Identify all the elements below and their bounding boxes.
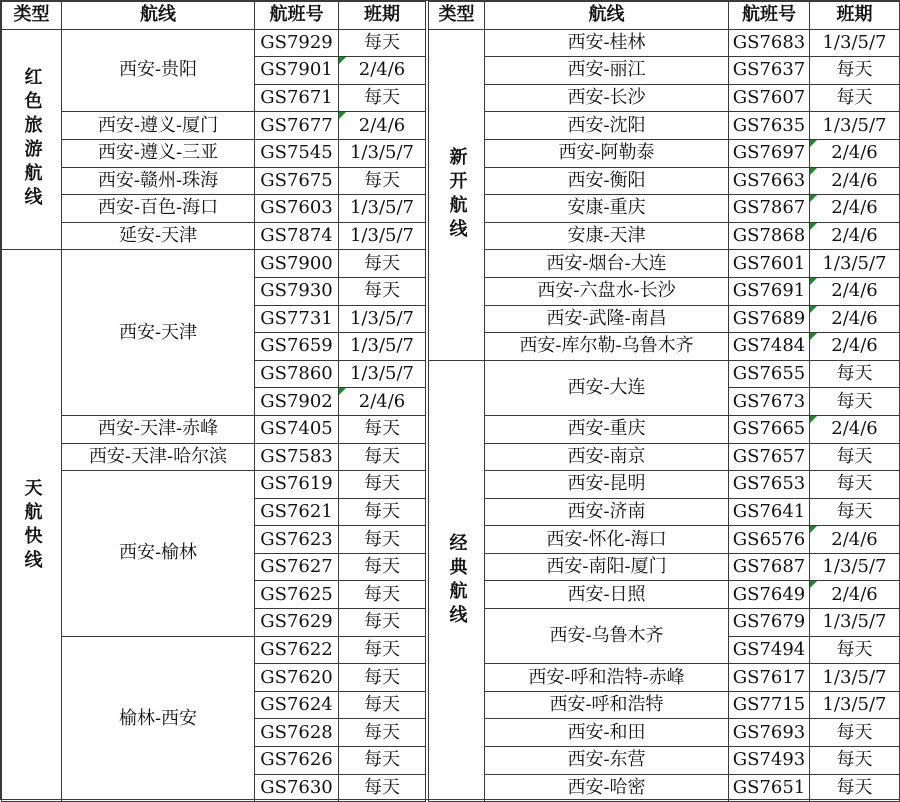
flight-number-cell: GS7683 (729, 29, 810, 57)
route-cell: 西安-怀化-海口 (485, 526, 729, 554)
route-cell: 西安-衡阳 (485, 167, 729, 195)
route-cell: 西安-东营 (485, 747, 729, 775)
flight-number-cell: GS7635 (729, 112, 810, 140)
flight-number-cell: GS7697 (729, 139, 810, 167)
route-cell: 西安-呼和浩特-赤峰 (485, 664, 729, 692)
route-cell: 西安-桂林 (485, 29, 729, 57)
route-cell: 西安-济南 (485, 498, 729, 526)
schedule-cell: 1/3/5/7 (810, 553, 900, 581)
route-cell: 西安-赣州-珠海 (62, 167, 255, 195)
table-row (2, 167, 426, 195)
schedule-cell: 每天 (810, 719, 900, 747)
schedule-cell: 1/3/5/7 (810, 691, 900, 719)
left-table-body (2, 29, 426, 802)
table-row (429, 333, 900, 361)
route-cell: 西安-沈阳 (485, 112, 729, 140)
flight-number-cell: GS7624 (255, 691, 339, 719)
schedule-cell: 1/3/5/7 (810, 250, 900, 278)
schedule-cell: 每天 (339, 636, 426, 664)
table-row (429, 664, 900, 692)
table-row (429, 84, 900, 112)
schedule-cell: 每天 (339, 29, 426, 57)
schedule-cell: 1/3/5/7 (810, 29, 900, 57)
header-flight: 航班号 (729, 2, 810, 30)
schedule-cell: 每天 (339, 609, 426, 637)
flight-number-cell: GS7663 (729, 167, 810, 195)
header-route: 航线 (62, 2, 255, 30)
flight-number-cell: GS7868 (729, 222, 810, 250)
flight-number-cell: GS7665 (729, 415, 810, 443)
flight-number-cell: GS7494 (729, 636, 810, 664)
table-row (429, 526, 900, 554)
route-cell: 西安-丽江 (485, 57, 729, 85)
schedule-cell: 每天 (339, 774, 426, 802)
route-cell: 西安-和田 (485, 719, 729, 747)
route-cell: 西安-哈密 (485, 774, 729, 802)
table-row (2, 250, 426, 278)
route-cell: 西安-南阳-厦门 (485, 553, 729, 581)
route-cell: 西安-烟台-大连 (485, 250, 729, 278)
route-cell: 西安-榆林 (62, 471, 255, 637)
flight-number-cell: GS7693 (729, 719, 810, 747)
table-row (429, 222, 900, 250)
schedule-cell: 每天 (339, 167, 426, 195)
flight-number-cell: GS7930 (255, 277, 339, 305)
schedule-cell: 每天 (339, 553, 426, 581)
schedule-cell: 每天 (810, 388, 900, 416)
flight-number-cell: GS7405 (255, 415, 339, 443)
schedule-cell: 1/3/5/7 (810, 112, 900, 140)
flight-number-cell: GS7655 (729, 360, 810, 388)
schedule-cell: 每天 (810, 774, 900, 802)
schedule-cell: 每天 (810, 636, 900, 664)
table-row (429, 250, 900, 278)
header-route: 航线 (485, 2, 729, 30)
header-type: 类型 (2, 2, 62, 30)
table-row (429, 360, 900, 388)
table-row (2, 415, 426, 443)
table-row (429, 29, 900, 57)
category-cell: 天航快线 (2, 250, 62, 802)
flight-number-cell: GS7649 (729, 581, 810, 609)
route-cell: 西安-遵义-三亚 (62, 139, 255, 167)
flight-number-cell: GS7620 (255, 664, 339, 692)
route-cell: 西安-乌鲁木齐 (485, 609, 729, 664)
flight-number-cell: GS7619 (255, 471, 339, 499)
schedule-cell: 2/4/6 (810, 333, 900, 361)
route-cell: 西安-贵阳 (62, 29, 255, 112)
schedule-cell: 每天 (810, 747, 900, 775)
flight-number-cell: GS6576 (729, 526, 810, 554)
flight-number-cell: GS7673 (729, 388, 810, 416)
flight-number-cell: GS7628 (255, 719, 339, 747)
schedule-cell: 2/4/6 (810, 415, 900, 443)
route-cell: 西安-日照 (485, 581, 729, 609)
flight-number-cell: GS7627 (255, 553, 339, 581)
flight-number-cell: GS7901 (255, 57, 339, 85)
route-cell: 西安-遵义-厦门 (62, 112, 255, 140)
flight-number-cell: GS7630 (255, 774, 339, 802)
flight-number-cell: GS7641 (729, 498, 810, 526)
schedule-cell: 2/4/6 (339, 112, 426, 140)
flight-number-cell: GS7484 (729, 333, 810, 361)
header-row (2, 2, 426, 30)
schedule-cell: 每天 (339, 526, 426, 554)
table-row (2, 112, 426, 140)
schedule-cell: 2/4/6 (810, 195, 900, 223)
table-row (429, 691, 900, 719)
schedule-cell: 每天 (339, 84, 426, 112)
route-cell: 西安-百色-海口 (62, 195, 255, 223)
category-cell: 红色旅游航线 (2, 29, 62, 250)
flight-number-cell: GS7687 (729, 553, 810, 581)
table-row (429, 443, 900, 471)
table-row (429, 498, 900, 526)
table-row (429, 471, 900, 499)
flight-number-cell: GS7621 (255, 498, 339, 526)
table-row (429, 139, 900, 167)
schedule-cell: 每天 (339, 250, 426, 278)
flight-number-cell: GS7583 (255, 443, 339, 471)
route-cell: 西安-大连 (485, 360, 729, 415)
flight-number-cell: GS7493 (729, 747, 810, 775)
flight-number-cell: GS7860 (255, 360, 339, 388)
schedule-cell: 2/4/6 (339, 57, 426, 85)
flight-number-cell: GS7677 (255, 112, 339, 140)
flight-number-cell: GS7679 (729, 609, 810, 637)
schedule-cell: 1/3/5/7 (339, 139, 426, 167)
schedule-cell: 2/4/6 (810, 167, 900, 195)
schedule-cell: 每天 (339, 498, 426, 526)
table-row (429, 112, 900, 140)
route-cell: 西安-天津-赤峰 (62, 415, 255, 443)
schedule-cell: 1/3/5/7 (339, 195, 426, 223)
schedule-cell: 每天 (339, 664, 426, 692)
table-row (429, 167, 900, 195)
flight-number-cell: GS7691 (729, 277, 810, 305)
route-cell: 安康-天津 (485, 222, 729, 250)
table-row (429, 415, 900, 443)
schedule-cell: 2/4/6 (810, 526, 900, 554)
flight-number-cell: GS7902 (255, 388, 339, 416)
route-cell: 西安-天津 (62, 250, 255, 416)
category-cell: 新开航线 (429, 29, 485, 360)
flight-number-cell: GS7653 (729, 471, 810, 499)
flight-number-cell: GS7689 (729, 305, 810, 333)
schedule-cell: 2/4/6 (810, 277, 900, 305)
schedule-cell: 2/4/6 (339, 388, 426, 416)
header-type: 类型 (429, 2, 485, 30)
schedule-cell: 2/4/6 (810, 581, 900, 609)
flight-number-cell: GS7545 (255, 139, 339, 167)
flight-number-cell: GS7671 (255, 84, 339, 112)
table-row (429, 747, 900, 775)
route-cell: 西安-库尔勒-乌鲁木齐 (485, 333, 729, 361)
table-row (429, 57, 900, 85)
category-cell: 经典航线 (429, 360, 485, 802)
route-cell: 延安-天津 (62, 222, 255, 250)
route-cell: 西安-呼和浩特 (485, 691, 729, 719)
schedule-cell: 每天 (339, 691, 426, 719)
schedule-cell: 每天 (339, 471, 426, 499)
table-row (2, 29, 426, 57)
header-schedule: 班期 (339, 2, 426, 30)
flight-number-cell: GS7715 (729, 691, 810, 719)
schedule-cell: 每天 (810, 84, 900, 112)
right-table-body (429, 29, 900, 802)
schedule-cell: 每天 (339, 277, 426, 305)
flight-number-cell: GS7651 (729, 774, 810, 802)
flight-number-cell: GS7657 (729, 443, 810, 471)
table-row (2, 139, 426, 167)
table-row (429, 553, 900, 581)
flight-number-cell: GS7731 (255, 305, 339, 333)
route-cell: 西安-南京 (485, 443, 729, 471)
table-row (2, 636, 426, 664)
flight-number-cell: GS7929 (255, 29, 339, 57)
flight-number-cell: GS7603 (255, 195, 339, 223)
route-cell: 西安-长沙 (485, 84, 729, 112)
table-row (2, 471, 426, 499)
schedule-cell: 每天 (810, 498, 900, 526)
schedule-cell: 2/4/6 (810, 305, 900, 333)
schedule-cell: 每天 (810, 57, 900, 85)
route-cell: 西安-六盘水-长沙 (485, 277, 729, 305)
table-row (429, 719, 900, 747)
route-cell: 榆林-西安 (62, 636, 255, 802)
header-flight: 航班号 (255, 2, 339, 30)
schedule-cell: 每天 (339, 581, 426, 609)
left-table (1, 1, 426, 802)
schedule-cell: 每天 (339, 415, 426, 443)
flight-number-cell: GS7622 (255, 636, 339, 664)
route-cell: 西安-阿勒泰 (485, 139, 729, 167)
flight-number-cell: GS7675 (255, 167, 339, 195)
table-row (2, 443, 426, 471)
schedule-cell: 1/3/5/7 (339, 222, 426, 250)
schedule-cell: 2/4/6 (810, 139, 900, 167)
flight-number-cell: GS7629 (255, 609, 339, 637)
flight-number-cell: GS7625 (255, 581, 339, 609)
schedule-cell: 每天 (810, 471, 900, 499)
flight-number-cell: GS7607 (729, 84, 810, 112)
flight-number-cell: GS7637 (729, 57, 810, 85)
flight-number-cell: GS7874 (255, 222, 339, 250)
route-cell: 西安-昆明 (485, 471, 729, 499)
schedule-cell: 1/3/5/7 (339, 305, 426, 333)
route-cell: 西安-武隆-南昌 (485, 305, 729, 333)
table-row (2, 195, 426, 223)
table-row (429, 277, 900, 305)
route-cell: 安康-重庆 (485, 195, 729, 223)
table-row (429, 305, 900, 333)
flight-number-cell: GS7617 (729, 664, 810, 692)
flight-number-cell: GS7867 (729, 195, 810, 223)
schedule-cell: 每天 (339, 747, 426, 775)
schedule-cell: 每天 (339, 719, 426, 747)
schedule-cell: 1/3/5/7 (339, 360, 426, 388)
header-schedule: 班期 (810, 2, 900, 30)
table-row (429, 774, 900, 802)
table-row (429, 581, 900, 609)
schedule-cell: 1/3/5/7 (810, 609, 900, 637)
route-cell: 西安-天津-哈尔滨 (62, 443, 255, 471)
route-cell: 西安-重庆 (485, 415, 729, 443)
right-table (428, 1, 900, 802)
table-row (2, 222, 426, 250)
header-row (429, 2, 900, 30)
flight-number-cell: GS7659 (255, 333, 339, 361)
schedule-cell: 每天 (810, 360, 900, 388)
flight-number-cell: GS7601 (729, 250, 810, 278)
flight-number-cell: GS7626 (255, 747, 339, 775)
schedule-cell: 1/3/5/7 (810, 664, 900, 692)
table-row (429, 609, 900, 637)
schedule-cell: 1/3/5/7 (339, 333, 426, 361)
schedule-cell: 2/4/6 (810, 222, 900, 250)
flight-number-cell: GS7900 (255, 250, 339, 278)
schedule-cell: 每天 (339, 443, 426, 471)
schedule-cell: 每天 (810, 443, 900, 471)
table-row (429, 195, 900, 223)
flight-number-cell: GS7623 (255, 526, 339, 554)
